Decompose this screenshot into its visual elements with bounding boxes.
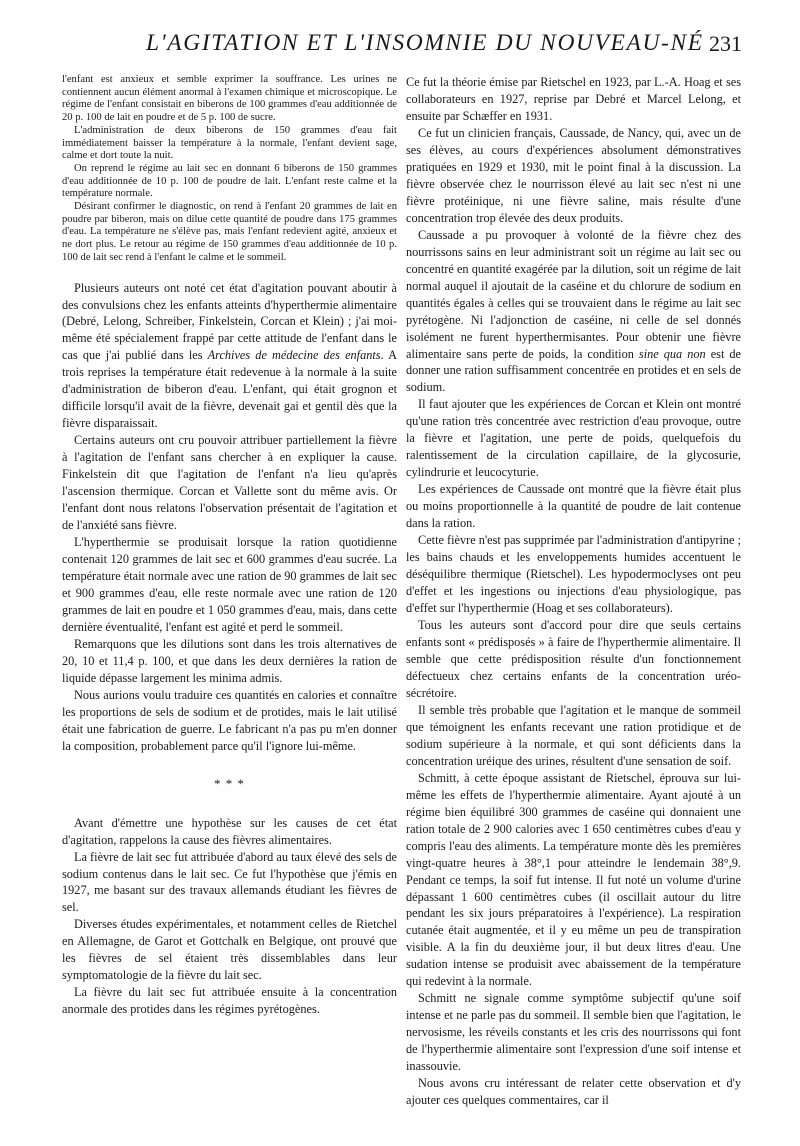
- authors-text-end: . A trois reprises la température était redevenue à la normale à la suite d'administration de biberon d'eau. L'enfant, qui était grognon et difficile lorsqu'il avait de la fièvre, devenait gai et gentil dès que la fièvre disparaissait.: [62, 348, 397, 431]
- body-paragraph: Diverses études expérimentales, et notamment celles de Rietchel en Allemagne, de Garot et Gottchalk en Belgique, ont prouvé que les fièvres de sel étaient très dissemblables dans leur symptomatologie de la fièvre du lait sec.: [62, 917, 397, 983]
- body-paragraph: Ce fut la théorie émise par Rietschel en 1923, par L.-A. Hoag et ses collaborateurs en 1927, reprise par Debré et Marcel Lelong, et ensuite par Schæffer en 1931.: [406, 75, 741, 123]
- body-paragraph: La fièvre de lait sec fut attribuée d'abord au taux élevé des sels de sodium contenus dans le lait sec. Ce fut l'hypothèse que j'émis en 1927, me basant sur des travaux allemands étudiant les fièvres de sel.: [62, 849, 397, 915]
- body-paragraph: [406, 227, 741, 397]
- caussade-text-end: est de donner une ration suffisamment concentrée en protides et en sels de sodium.: [406, 346, 741, 395]
- body-paragraph: Cette fièvre n'est pas supprimée par l'administration d'antipyrine ; les bains chauds et les enveloppements humides accentuent le déséquilibre thermique (Rietschel). Les hypodermoclyses ont peu d'effet et les ingestions ou injections d'eau physiologique, pas d'effet sur l'hyperthermie (Hoag et ses collaborateurs).: [406, 533, 741, 616]
- case-paragraph: On reprend le régime au lait sec en donnant 6 biberons de 150 grammes d'eau additionnée de 10 p. 100 de poudre de lait. L'enfant reste calme et la température normale.: [62, 162, 397, 200]
- body-paragraph: La fièvre du lait sec fut attribuée ensuite à la concentration anormale des protides dans les régimes pyrétogènes.: [62, 985, 397, 1017]
- journal-title: Archives de médecine des enfants: [207, 348, 381, 363]
- body-paragraph: Certains auteurs ont cru pouvoir attribuer partiellement la fièvre à l'agitation de l'enfant sans chercher à en expliquer la cause. Finkelstein dit que l'agitation de l'enfant n'a lieu qu'après l'ascension thermique. Corcan et Vallette sont du même avis. Or l'enfant dont nous relatons l'observation présentait de l'agitation et de l'anxiété sans fièvre.: [62, 433, 397, 533]
- body-paragraph: Ce fut un clinicien français, Caussade, de Nancy, qui, avec un de ses élèves, au cours d'expériences absolument démonstratives pratiquées en 1929 et 1930, mit le point final à la discussion. La fièvre observée chez le nourrisson élevé au lait sec n'est ni une fièvre protéinique, ni une fièvre saline, mais résulte d'une concentration trop élevée des deux produits.: [406, 125, 741, 225]
- body-paragraph: Nous avons cru intéressant de relater cette observation et d'y ajouter ces quelques commentaires, car il: [406, 1076, 741, 1108]
- body-paragraph: Schmitt ne signale comme symptôme subjectif qu'une soif intense et ne parle pas du sommeil. Il semble bien que l'agitation, le nervosisme, les réveils constants et les cris des nourrissons qui font de l'hyperthermie alimentaire sont l'expression d'une soif intense et inassouvie.: [406, 991, 741, 1074]
- body-paragraph: L'hyperthermie se produisait lorsque la ration quotidienne contenait 120 grammes de lait sec et 600 grammes d'eau sucrée. La température était normale avec une ration de 90 grammes de lait sec et 900 grammes d'eau, elle reste normale avec une ration de 120 grammes de lait en poudre et 1 050 grammes d'eau, mais, dans cette dernière éventualité, l'enfant est agité et perd le sommeil.: [62, 535, 397, 634]
- latin-phrase: sine qua non: [638, 346, 706, 361]
- body-paragraph: Il semble très probable que l'agitation et le manque de sommeil que témoignent les enfants recevant une ration protidique et de sodium supérieure à la normale, et qui sont déficients dans la concentration uréique des urines, résultent d'une sensation de soif.: [406, 702, 741, 768]
- body-paragraph: Il faut ajouter que les expériences de Corcan et Klein ont montré qu'une ration très concentrée avec restriction d'eau provoque, outre la fièvre et l'agitation, une perte de poids, quelquefois du ralentissement de la circulation capillaire, de la glycosurie, cylindrurie et leucocyturie.: [406, 397, 741, 480]
- case-paragraph: Désirant confirmer le diagnostic, on rend à l'enfant 20 grammes de lait en poudre par biberon, mais on dilue cette quantité de poudre dans 175 grammes d'eau. La température ne s'élève pas, mais l'enfant redevient agité, anxieux et ne dort plus. Le retour au régime de 150 grammes d'eau additionnée de 10 p. 100 de lait sec rend à l'enfant le calme et le sommeil.: [62, 201, 397, 263]
- section-ornament: * * *: [214, 775, 245, 791]
- body-paragraph: Tous les auteurs sont d'accord pour dire que seuls certains enfants sont « prédisposés » à faire de l'hyperthermie alimentaire. Il semble que cette prédisposition résulte d'un fonctionnement défectueux chez certains enfants de la concentration uréo-sécrétoire.: [406, 618, 741, 700]
- left-column: [62, 74, 397, 1018]
- body-paragraph: Remarquons que les dilutions sont dans les trois alternatives de 20, 10 et 11,4 p. 100, et que dans les deux dernières la ration de liquide dépasse largement les minima admis.: [62, 636, 397, 685]
- case-paragraph: L'administration de deux biberons de 150 grammes d'eau fait immédiatement baisser la température à la normale, l'enfant devient sage, calme et dort toute la nuit.: [62, 124, 397, 162]
- authors-text-start: Plusieurs auteurs ont noté cet état d'agitation pouvant aboutir à des convulsions chez les enfants atteints d'hyperthermie alimentaire (Debré, Lelong, Schreiber, Finkelstein, Corcan et Klein) ; j'ai moi-même été spécialement frappé par cette attitude de l'enfant dans le cas que j'ai publié dans les: [62, 280, 397, 363]
- body-paragraph: [62, 280, 397, 433]
- case-paragraph: l'enfant est anxieux et semble exprimer la souffrance. Les urines ne contiennent aucun élément anormal à l'examen chimique et microscopique. Le régime de l'enfant consistait en biberons de 100 grammes d'eau additionnée de 20 p. 100 de lait en poudre et de 5 p. 100 de sucre.: [62, 74, 397, 124]
- discussion-block: [62, 280, 397, 1019]
- body-paragraph: Avant d'émettre une hypothèse sur les causes de cet état d'agitation, rappelons la cause des fièvres alimentaires.: [62, 815, 397, 847]
- body-paragraph: Nous aurions voulu traduire ces quantités en calories et connaître les proportions de sels de sodium et de protides, mais le lait utilisé était une fabrication de guerre. Le fabricant n'a pas pu m'en donner la composition, probablement parce qu'il l'ignore lui-même.: [62, 687, 397, 753]
- running-title: L'AGITATION ET L'INSOMNIE DU NOUVEAU-NÉ: [146, 30, 704, 56]
- body-paragraph: Les expériences de Caussade ont montré que la fièvre était plus ou moins proportionnelle à la quantité de poudre de lait contenue dans la ration.: [406, 482, 741, 531]
- page-number: 231: [709, 31, 742, 56]
- right-column: [406, 74, 741, 1109]
- page-header: [60, 30, 742, 70]
- caussade-text-start: Caussade a pu provoquer à volonté de la fièvre chez des nourrissons sains en leur administrant soit un régime au lait sec ou concentré en quantité exagérée par la dilution, soit un régime de lait normal auquel il ajoutait de la caséine et du chlorure de sodium en quantités égales à celles qui se trouvaient dans le régime au lait sec pyrétogène. Ni l'adjonction de caséine, ni celle de sel donnés isolément ne furent hyperthermisantes. Pour obtenir une fièvre alimentaire sans perte de poids, la condition: [406, 227, 741, 361]
- case-report-block: [62, 74, 397, 265]
- body-paragraph: Schmitt, à cette époque assistant de Rietschel, éprouva sur lui-même les effets de l'hyperthermie alimentaire. Ayant ajouté à un régime bien équilibré 300 grammes de caséine qui donnaient une ration totale de 2 900 calories avec 1 650 centimètres cubes d'eau y compris l'eau des aliments. La température monte dès les premières vingt-quatre heures à 38°,1 pour atteindre le lendemain 38°,9. Pendant ce temps, la soif fut intense. Il fut noté un volume d'urine dépassant 1 600 centimètres cubes (il oscillait autour du litre pendant les six jours préparatoires à l'expérience). La respiration cutanée était augmentée, et il y eu même un peu de transpiration visible. A la fin du deuxième jour, il but deux litres d'eau. Une sudation intense se produisit avec abaissement de la température qui redevint à la normale.: [406, 770, 741, 989]
